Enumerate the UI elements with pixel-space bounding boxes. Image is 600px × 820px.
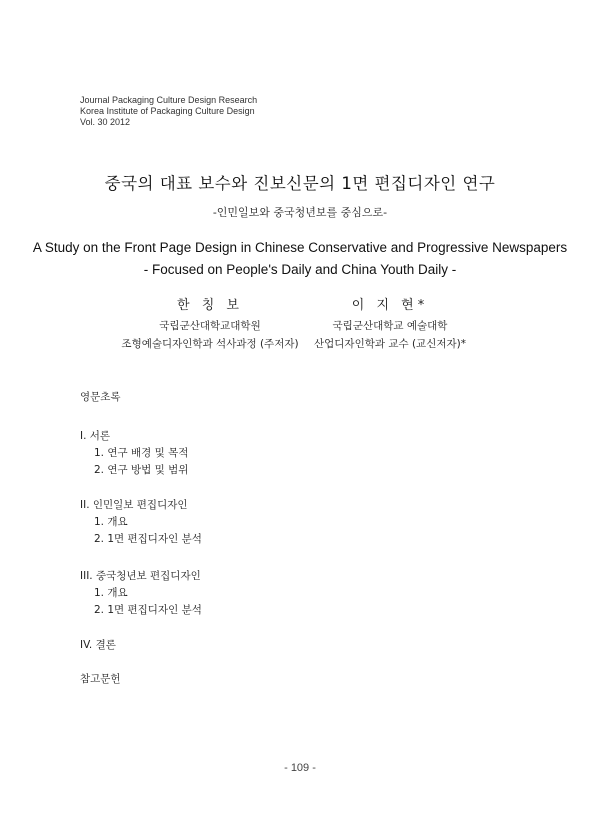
toc-section-1: I. 서론 (80, 430, 111, 442)
toc-item: 1. 개요 (94, 587, 128, 599)
paper-subtitle-english: - Focused on People's Daily and China Youth Daily - (143, 262, 457, 277)
toc-section-2: II. 인민일보 편집디자인 (80, 499, 188, 511)
toc-references: 참고문헌 (80, 673, 121, 685)
journal-volume: Vol. 30 2012 (80, 117, 131, 127)
paper-subtitle-korean: -인민일보와 중국청년보를 중심으로- (212, 206, 388, 219)
author-name: 한 칭 보 (177, 298, 243, 313)
toc-item: 2. 1면 편집디자인 분석 (94, 533, 202, 545)
author-name: 이 지 현* (351, 298, 429, 313)
author-department: 산업디자인학과 교수 (교신저자)* (314, 338, 466, 350)
toc-item: 1. 연구 배경 및 목적 (94, 447, 189, 459)
paper-title-english: A Study on the Front Page Design in Chinese Conservative and Progressive Newspapers (32, 240, 568, 255)
author-department: 조형예술디자인학과 석사과정 (주저자) (121, 338, 299, 350)
paper-title-korean: 중국의 대표 보수와 진보신문의 1면 편집디자인 연구 (104, 174, 496, 193)
page-number: - 109 - (284, 762, 316, 774)
journal-name: Journal Packaging Culture Design Research (80, 95, 258, 105)
author-affiliation: 국립군산대학교 예술대학 (332, 320, 448, 332)
toc-item: 2. 1면 편집디자인 분석 (94, 604, 202, 616)
toc-item: 1. 개요 (94, 516, 128, 528)
toc-abstract: 영문초록 (80, 391, 121, 403)
toc-section-3: III. 중국청년보 편집디자인 (80, 570, 201, 582)
toc-item: 2. 연구 방법 및 범위 (94, 464, 189, 476)
toc-section-4: IV. 결론 (80, 639, 116, 651)
author-block-2 (310, 294, 470, 313)
author-affiliation: 국립군산대학교대학원 (159, 320, 261, 332)
journal-institute: Korea Institute of Packaging Culture Design (80, 106, 255, 116)
author-block-1 (130, 294, 290, 313)
